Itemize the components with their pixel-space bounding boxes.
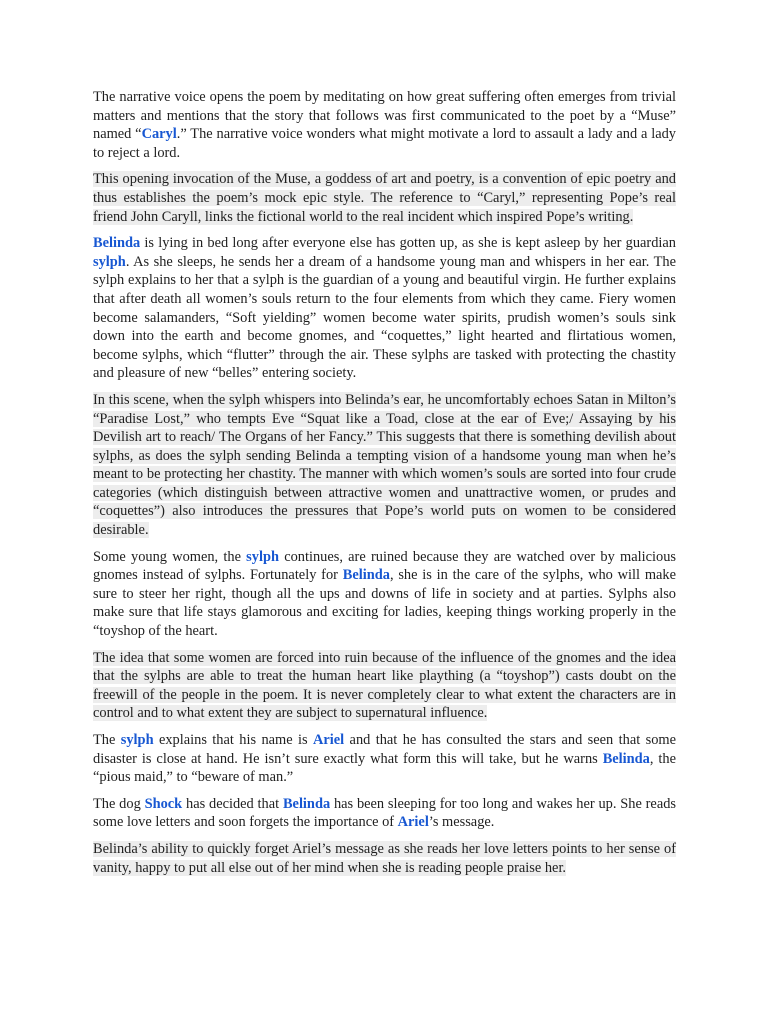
paragraph-5 [93,548,676,641]
term-link[interactable]: sylph [120,732,154,748]
text-run: and that he has consulted the stars and seen that some disaster is close at hand. He isn’t sure exactly what form this will take, but he warns [93,732,676,767]
paragraph-2 [93,170,676,226]
text-run: .” The narrative voice wonders what might motivate a lord to assault a lady and a lady to reject a lord. [93,126,677,161]
analysis-highlight [93,650,676,722]
text-run: The [93,732,121,748]
text-run: In this scene, when the sylph whispers into Belinda’s ear, he uncomfortably echoes Satan in Milton’s “Paradise Lost,” who tempts Eve “Squat like a Toad, close at the ear of Eve;/ Assaying by his Devilish art to reach/ The Organs of her Fancy.” This suggests that there is something devilish about sylphs, as does the sylph sending Belinda a tempting vision of a handsome young man when he’s meant to be protecting her chastity. The manner with which women’s souls are sorted into four crude categories (which distinguish between attractive women and unattractive women, or prudes and “coquettes”) also introduces the pressures that Pope’s world puts on women to be considered desirable. [93,391,676,539]
term-link[interactable]: Belinda [602,750,650,767]
paragraph-3 [93,234,676,383]
text-run: explains that his name is [153,732,313,748]
text-run: Belinda’s ability to quickly forget Ariel’s message as she reads her love letters points to her sense of vanity, happy to put all else out of her mind when she is reading people praise her. [93,840,676,876]
paragraphs-container [93,88,676,877]
text-run: Some young women, the [93,548,247,565]
paragraph-6 [93,649,676,723]
text-run: This opening invocation of the Muse, a goddess of art and poetry, is a convention of epic poetry and thus establishes the poem’s mock epic style. The reference to “Caryl,” representing Pope’s real friend John Caryll, links the fictional world to the real incident which inspired Pope’s writing. [93,171,676,225]
paragraph-4 [93,391,676,540]
analysis-highlight [93,171,676,224]
text-run: continues, are ruined because they are watched over by malicious gnomes instead of sylphs. Fortunately for [93,548,676,584]
term-link[interactable]: Caryl [141,126,177,143]
paragraph-7 [93,731,676,787]
term-link[interactable]: Belinda [282,795,331,812]
term-link[interactable]: Ariel [397,814,429,831]
text-run: The idea that some women are forced into ruin because of the influence of the gnomes and the idea that the sylphs are able to treat the human heart like plaything (a “toyshop”) casts doubt on the freewill of the people in the poem. It is never completely clear to what extent the characters are in control and to what extent they are subject to supernatural influence. [93,649,676,722]
term-link[interactable]: sylph [246,548,279,565]
text-run: , the “pious maid,” to “beware of man.” [93,750,676,786]
term-link[interactable]: Belinda [342,567,390,584]
text-run: has been sleeping for too long and wakes her up. She reads some love letters and soon forgets the importance of [93,795,677,831]
paragraph-9 [93,840,676,877]
analysis-highlight [93,392,676,538]
text-run: . As she sleeps, he sends her a dream of a handsome young man and whispers in her ear. The sylph explains to her that a sylph is the guardian of a young and beautiful virgin. He further explains that after death all women’s souls return to the four elements from which they came. Fiery women become salamanders, “Soft yielding” women become water spirits, prudish women’s souls sink down into the earth and become gnomes, and “coquettes,” light hearted and flirtatious women, become sylphs, which “flutter” through the air. These sylphs are tasked with protecting the chastity and pleasure of new “belles” entering society. [93,253,676,382]
paragraph-8 [93,795,676,832]
term-link[interactable]: Ariel [313,732,345,748]
analysis-highlight [93,841,676,876]
term-link[interactable]: Shock [144,795,183,812]
term-link[interactable]: Belinda [93,235,141,252]
text-run: ’s message. [428,814,495,831]
text-run: , she is in the care of the sylphs, who will make sure to steer her right, though all the ups and downs of life in society and at parties. Sylphs also make sure that life stays glamorous and exciting for ladies, keeping things working properly in the “toyshop of the heart. [93,567,676,640]
text-run: The narrative voice opens the poem by meditating on how great suffering often emerges from trivial matters and mentions that the story that follows was first communicated to the poet by a “Muse” named “ [93,89,676,143]
paragraph-1 [93,88,676,162]
text-run: has decided that [182,795,283,812]
term-link[interactable]: sylph [93,253,126,270]
text-run: is lying in bed long after everyone else has gotten up, as she is kept asleep by her guardian [140,235,676,252]
text-run: The dog [93,795,145,812]
